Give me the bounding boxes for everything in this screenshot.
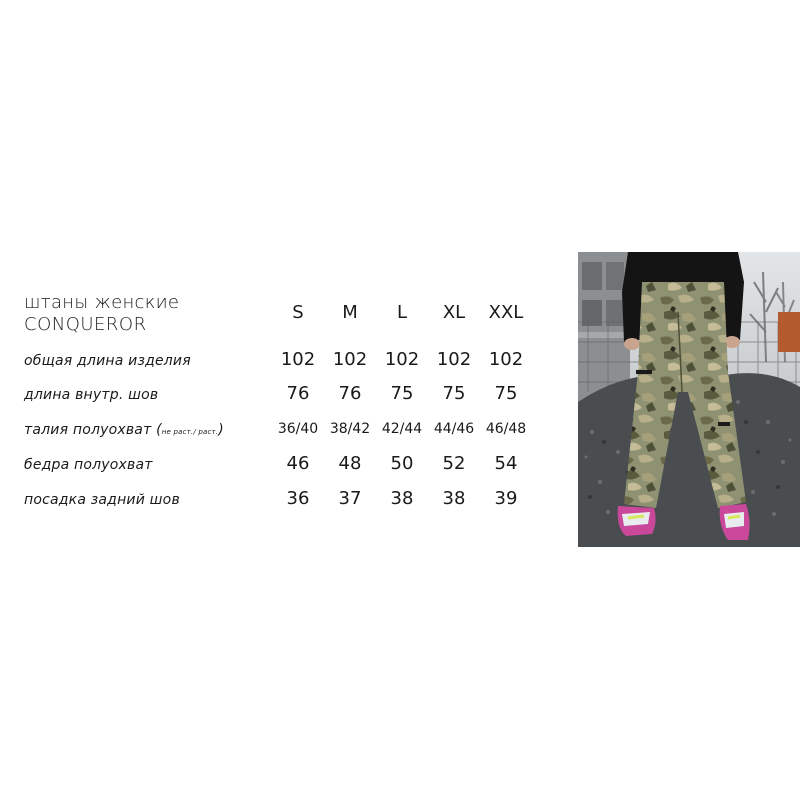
table-cell: 76: [338, 383, 362, 404]
product-title: [24, 292, 274, 336]
table-cell: 44/46: [433, 421, 475, 437]
row-label-rise: посадка задний шов: [24, 492, 180, 508]
row-label-waist-note: не раст./ раст.: [161, 428, 219, 436]
size-header-m: M: [342, 302, 358, 323]
table-cell: 76: [286, 383, 310, 404]
table-cell: 48: [338, 453, 362, 474]
table-cell: 102: [280, 349, 316, 370]
table-cell: 38: [390, 488, 414, 509]
table-row: [24, 349, 544, 373]
table-cell: 39: [494, 488, 518, 509]
table-cell: 102: [332, 349, 368, 370]
row-label-waist-suffix: ): [218, 422, 224, 438]
table-cell: 52: [442, 453, 466, 474]
table-cell: 38/42: [329, 421, 371, 437]
table-cell: 54: [494, 453, 518, 474]
row-label-inseam: длина внутр. шов: [24, 387, 159, 403]
table-cell: 46/48: [485, 421, 527, 437]
table-cell: 42/44: [381, 421, 423, 437]
size-header-s: S: [292, 302, 304, 323]
table-cell: 37: [338, 488, 362, 509]
size-header-l: L: [396, 302, 408, 323]
product-title-line1: штаны женские: [24, 292, 180, 313]
table-cell: 102: [488, 349, 524, 370]
table-row: [24, 453, 544, 477]
table-cell: 36: [286, 488, 310, 509]
table-cell: 75: [390, 383, 414, 404]
size-header-xxl: XXL: [488, 302, 524, 323]
table-row: [24, 383, 544, 407]
table-row: [24, 488, 544, 512]
table-cell: 46: [286, 453, 310, 474]
table-cell: 38: [442, 488, 466, 509]
table-row: [24, 418, 544, 442]
table-cell: 102: [436, 349, 472, 370]
table-cell: 50: [390, 453, 414, 474]
table-cell: 75: [442, 383, 466, 404]
row-label-total-length: общая длина изделия: [24, 353, 191, 369]
table-cell: 36/40: [277, 421, 319, 437]
row-label-hips: бедра полуохват: [24, 457, 153, 473]
row-label-waist-text: талия полуохват (: [24, 422, 162, 438]
row-label-waist: [24, 422, 224, 438]
size-header-xl: XL: [442, 302, 466, 323]
model-wearing-camo-pants-photo: [578, 252, 800, 547]
table-cell: 102: [384, 349, 420, 370]
product-title-line2: CONQUEROR: [24, 314, 147, 335]
table-cell: 75: [494, 383, 518, 404]
